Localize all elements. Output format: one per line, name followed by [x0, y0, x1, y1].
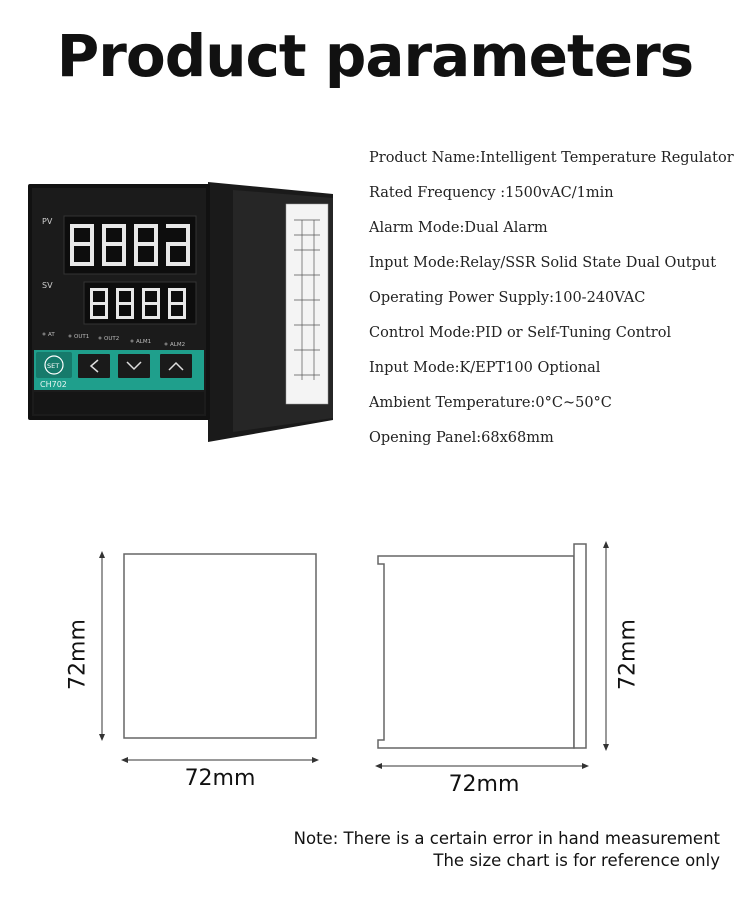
indicator-out1: OUT1 [74, 334, 90, 340]
spec-list [369, 146, 734, 461]
set-button-label: SET [47, 362, 60, 370]
indicator-alm2: ALM2 [170, 342, 186, 348]
note-line-1: Note: There is a certain error in hand measurement [293, 829, 720, 848]
page-title: Product parameters [56, 22, 694, 90]
model-label: CH702 [40, 380, 67, 389]
spec-item: Opening Panel:68x68mm [369, 430, 554, 446]
side-height-label: 72mm [615, 619, 641, 690]
spec-item: Operating Power Supply:100-240VAC [369, 290, 646, 306]
note-line-2: The size chart is for reference only [433, 851, 720, 870]
front-height-label: 72mm [65, 619, 91, 690]
spec-item: Product Name:Intelligent Temperature Regulator [369, 150, 734, 166]
sv-label: SV [42, 281, 53, 290]
spec-item: Input Mode:Relay/SSR Solid State Dual Output [369, 255, 717, 271]
spec-item: Rated Frequency :1500vAC/1min [369, 185, 614, 201]
front-width-label: 72mm [184, 766, 256, 791]
spec-item: Alarm Mode:Dual Alarm [369, 220, 548, 236]
spec-item: Ambient Temperature:0°C~50°C [369, 395, 612, 411]
measurement-note [294, 828, 720, 872]
spec-item: Input Mode:K/EPT100 Optional [369, 360, 601, 376]
indicator-alm1: ALM1 [136, 339, 152, 345]
front-view-drawing [60, 540, 340, 800]
temperature-controller-image [28, 180, 348, 449]
indicator-at: AT [48, 332, 55, 338]
indicator-out2: OUT2 [104, 336, 120, 342]
side-depth-label: 72mm [448, 772, 520, 797]
pv-label: PV [42, 217, 53, 226]
spec-item: Control Mode:PID or Self-Tuning Control [369, 325, 672, 341]
